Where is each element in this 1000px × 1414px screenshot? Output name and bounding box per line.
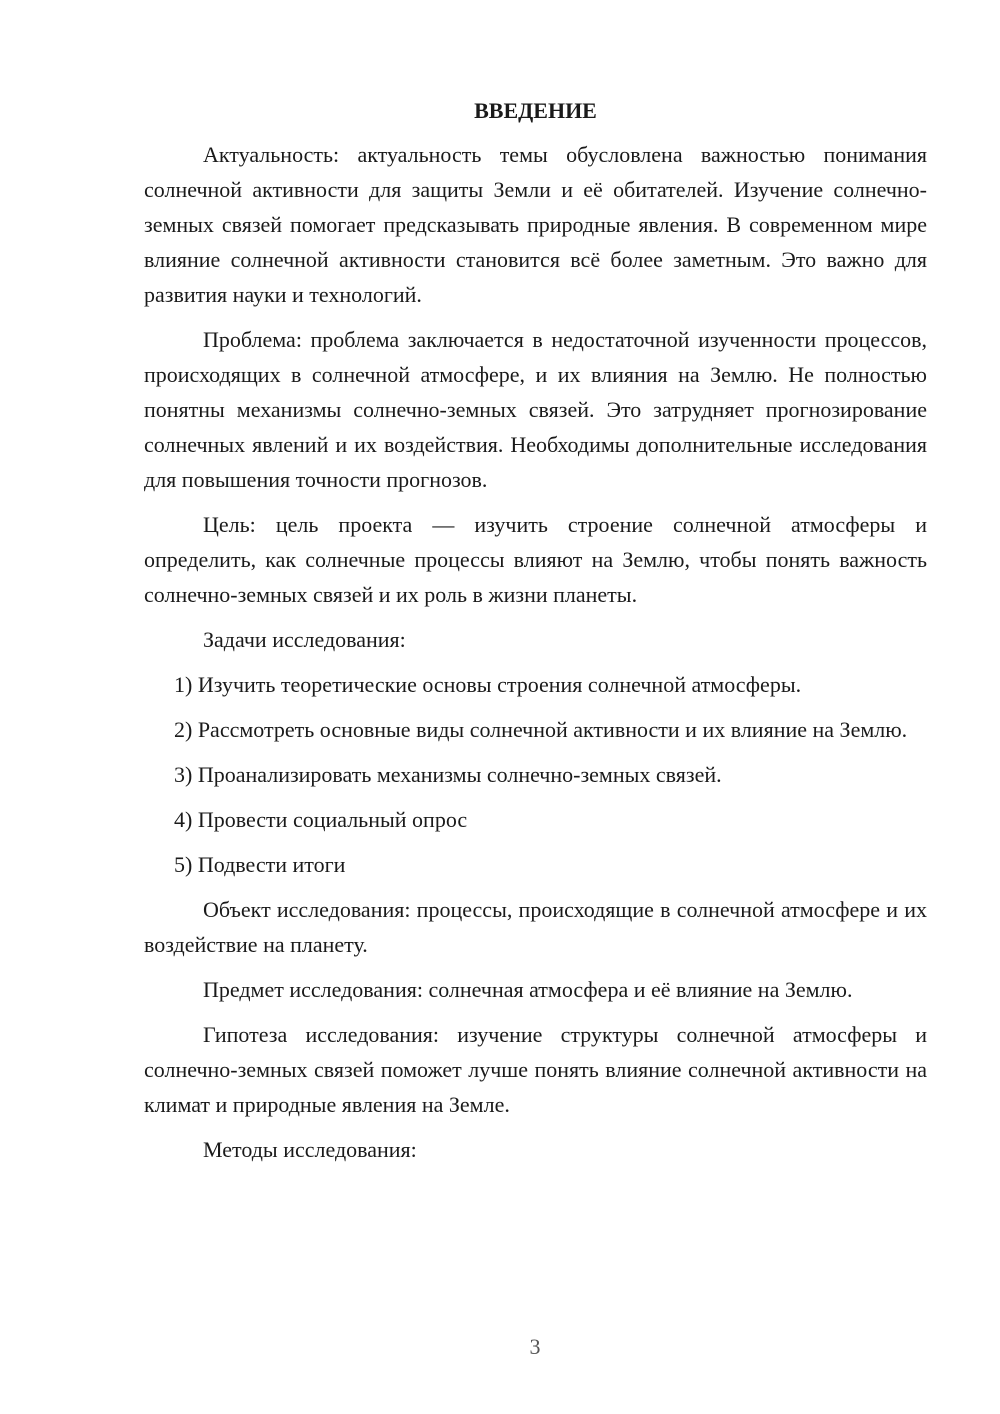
task-item-3: 3) Проанализировать механизмы солнечно-земных связей. bbox=[174, 762, 722, 787]
task-item-5: 5) Подвести итоги bbox=[174, 852, 346, 877]
goal-paragraph: Цель: цель проекта — изучить строение солнечной атмосферы и определить, как солнечные процессы влияют на Землю, чтобы понять важность солнечно-земных связей и их роль в жизни планеты. bbox=[144, 512, 927, 607]
task-item-1: 1) Изучить теоретические основы строения солнечной атмосферы. bbox=[174, 672, 802, 697]
object-paragraph: Объект исследования: процессы, происходящие в солнечной атмосфере и их воздействие на планету. bbox=[144, 897, 927, 957]
task-item-4: 4) Провести социальный опрос bbox=[174, 807, 468, 832]
task-item-2: 2) Рассмотреть основные виды солнечной активности и их влияние на Землю. bbox=[174, 717, 908, 742]
section-title: ВВЕДЕНИЕ bbox=[474, 98, 597, 123]
document-page bbox=[144, 94, 927, 1177]
hypothesis-paragraph: Гипотеза исследования: изучение структуры солнечной атмосферы и солнечно-земных связей поможет лучше понять влияние солнечной активности на климат и природные явления на Земле. bbox=[144, 1022, 927, 1117]
problem-paragraph: Проблема: проблема заключается в недостаточной изученности процессов, происходящих в солнечной атмосфере, и их влияния на Землю. Не полностью понятны механизмы солнечно-земных связей. Это затрудняет прогнозирование солнечных явлений и их воздействия. Необходимы дополнительные исследования для повышения точности прогнозов. bbox=[144, 327, 927, 492]
relevance-paragraph: Актуальность: актуальность темы обусловлена важностью понимания солнечной активности для защиты Земли и её обитателей. Изучение солнечно-земных связей помогает предсказывать природные явления. В современном мире влияние солнечной активности становится всё более заметным. Это важно для развития науки и технологий. bbox=[144, 142, 927, 307]
page-number: 3 bbox=[529, 1334, 541, 1359]
methods-heading: Методы исследования: bbox=[203, 1137, 417, 1162]
subject-paragraph: Предмет исследования: солнечная атмосфера и её влияние на Землю. bbox=[203, 977, 853, 1002]
tasks-heading: Задачи исследования: bbox=[203, 627, 406, 652]
